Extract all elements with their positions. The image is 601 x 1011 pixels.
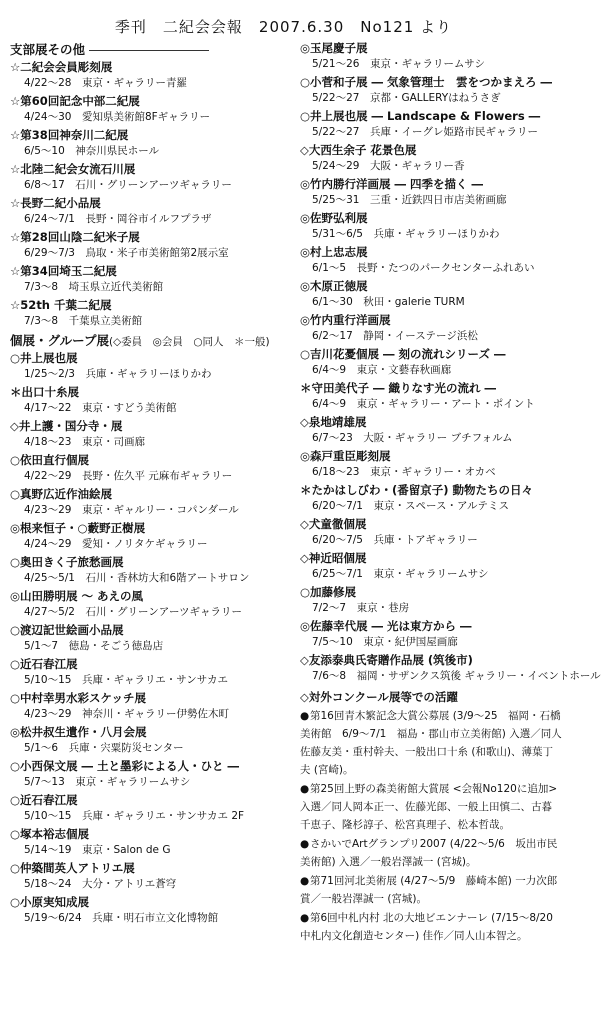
exhibition-title: ○仲築間英人アトリエ展 <box>10 861 135 875</box>
exhibition-title: ◎佐野弘利展 <box>300 211 368 225</box>
contest-text: さかいでArtグランプリ2007 (4/22～5/6 坂出市民美術館) 入選／一般岩澤誠一 (宮城)。 <box>300 838 558 868</box>
exhibition-detail: 6/1～5 長野・たつのパークセンターふれあい <box>312 262 535 274</box>
bullet-icon: ● <box>300 838 310 850</box>
exhibition-detail: 7/2～7 東京・巷房 <box>312 602 410 614</box>
contest-item <box>300 909 562 945</box>
exhibition-detail: 5/18～24 大分・アトリエ蒼穹 <box>24 878 177 890</box>
exhibition-title: ＊たかはしびわ・(番留京子) 動物たちの日々 <box>300 483 534 497</box>
exhibition-title: ○奥田きく子旅愁画展 <box>10 555 124 569</box>
exhibition-title: ◎村上忠志展 <box>300 245 368 259</box>
exhibition-title: ＊出口十糸展 <box>10 385 79 399</box>
exhibition-detail: 4/24～30 愛知県美術館8Fギャラリー <box>24 111 211 123</box>
exhibition-title: ◎竹内重行洋画展 <box>300 313 391 327</box>
exhibition-detail: 6/1～30 秋田・galerie TURM <box>312 296 465 308</box>
exhibition-title: ◎竹内勝行洋画展 ― 四季を描く ― <box>300 177 484 191</box>
exhibition-title: ☆長野二紀小品展 <box>10 196 101 210</box>
bullet-icon: ● <box>300 710 310 722</box>
exhibition-detail: 6/2～17 静岡・イーステージ浜松 <box>312 330 478 342</box>
contest-item <box>300 872 562 908</box>
exhibition-detail: 4/18～23 東京・司画廊 <box>24 436 145 448</box>
exhibition-title: ◇犬童徹個展 <box>300 517 367 531</box>
exhibition-detail: 4/22～29 長野・佐久平 元麻布ギャラリー <box>24 470 233 482</box>
exhibition-title: ◇泉地靖雄展 <box>300 415 367 429</box>
contest-heading: ◇対外コンクール展等での活躍 <box>300 690 458 704</box>
exhibition-detail: 7/6～8 福岡・サザンクス筑後 ギャラリー・イベントホール <box>312 670 601 682</box>
exhibition-detail: 6/5～10 神奈川県民ホール <box>24 145 160 157</box>
exhibition-detail: 6/25～7/1 東京・ギャラリームサシ <box>312 568 489 580</box>
contest-list <box>300 707 562 945</box>
exhibition-detail: 5/22～27 兵庫・イーグレ姫路市民ギャラリー <box>312 126 538 138</box>
exhibition-title: ○井上展也展 <box>10 351 78 365</box>
exhibition-detail: 4/24～29 愛知・ノリタケギャラリー <box>24 538 208 550</box>
contest-item <box>300 780 562 834</box>
left-column <box>10 40 285 928</box>
exhibition-title: ○吉川花憂個展 ― 刻の流れシリーズ ― <box>300 347 506 361</box>
exhibition-title: ◇神近昭個展 <box>300 551 367 565</box>
contest-text: 第6回中札内村 北の大地ビエンナーレ (7/15～8/20 中札内文化創造センター) 佳作／同人山本智之。 <box>300 912 564 942</box>
exhibition-detail: 5/14～19 東京・Salon de G <box>24 844 171 856</box>
exhibition-title: ☆第28回山陰二紀米子展 <box>10 230 140 244</box>
exhibition-detail: 4/27～5/2 石川・グリーンアーツギャラリー <box>24 606 243 618</box>
exhibition-title: ○井上展也展 ― Landscape & Flowers ― <box>300 109 541 123</box>
exhibition-detail: 7/3～8 埼玉県立近代美術館 <box>24 281 164 293</box>
exhibition-title: ☆二紀会会員彫刻展 <box>10 60 113 74</box>
exhibition-title: ○小原実知成展 <box>10 895 90 909</box>
exhibition-detail: 5/21～26 東京・ギャラリームサシ <box>312 58 486 70</box>
bullet-icon: ● <box>300 783 310 795</box>
exhibition-detail: 5/25～31 三重・近鉄四日市店美術画廊 <box>312 194 507 206</box>
branch-exhibition-list <box>10 59 285 331</box>
exhibition-title: ○近石春江展 <box>10 657 78 671</box>
membership-legend: (◇委員 ◎会員 ○同人 ＊一般) <box>109 336 270 348</box>
contest-item <box>300 835 562 871</box>
exhibition-title: ○小菅和子展 ― 気象管理士 雲をつかまえろ ― <box>300 75 553 89</box>
exhibition-detail: 5/19～6/24 兵庫・明石市立文化博物館 <box>24 912 219 924</box>
exhibition-title: ○塚本裕志個展 <box>10 827 90 841</box>
exhibition-title: ○加藤修展 <box>300 585 357 599</box>
exhibition-title: ☆52th 千葉二紀展 <box>10 298 112 312</box>
bullet-icon: ● <box>300 875 310 887</box>
section-heading-branch: 支部展その他 <box>10 40 285 59</box>
exhibition-title: ○近石春江展 <box>10 793 78 807</box>
section-heading-solo-group: 個展・グループ展(◇委員 ◎会員 ○同人 ＊一般) <box>10 333 270 348</box>
bullet-icon: ● <box>300 912 310 924</box>
exhibition-title: ☆第38回神奈川二紀展 <box>10 128 129 142</box>
contest-text: 第16回青木繁記念大賞公募展 (3/9～25 福岡・石橋美術館 6/9～7/1 福島・郡山市立美術館) 入選／同人佐藤友美・重村幹夫、一般出口十糸 (和歌山)、薄葉丁夫 (宮崎)。 <box>300 710 562 776</box>
exhibition-title: ○小西保文展 ― 土と墨彩による人・ひと ― <box>10 759 240 773</box>
exhibition-detail: 5/7～13 東京・ギャラリームサシ <box>24 776 191 788</box>
exhibition-detail: 6/4～9 東京・文藝春秋画廊 <box>312 364 452 376</box>
exhibition-detail: 5/31～6/5 兵庫・ギャラリーほりかわ <box>312 228 500 240</box>
exhibition-title: ◎根来恒子・○藪野正樹展 <box>10 521 146 535</box>
exhibition-detail: 4/23～29 東京・ギャルリー・コパンダール <box>24 504 239 516</box>
exhibition-title: ☆第34回埼玉二紀展 <box>10 264 117 278</box>
contest-item <box>300 707 562 779</box>
exhibition-detail: 5/1～7 徳島・そごう徳島店 <box>24 640 164 652</box>
solo-group-exhibition-list <box>10 350 285 928</box>
exhibition-title: ◎山田勝明展 ～ あえの風 <box>10 589 144 603</box>
exhibition-title: ○渡辺記世絵画小品展 <box>10 623 124 637</box>
exhibition-detail: 6/8～17 石川・グリーンアーツギャラリー <box>24 179 232 191</box>
exhibition-detail: 1/25～2/3 兵庫・ギャラリーほりかわ <box>24 368 212 380</box>
exhibition-detail: 4/25～5/1 石川・香林坊大和6階アートサロン <box>24 572 250 584</box>
heading-rule <box>89 50 209 51</box>
exhibition-detail: 4/23～29 神奈川・ギャラリー伊勢佐木町 <box>24 708 229 720</box>
contest-text: 第71回河北美術展 (4/27～5/9 藤崎本館) 一力次郎賞／一般岩澤誠一 (宮城)。 <box>300 875 558 905</box>
exhibition-title: ☆第60回記念中部二紀展 <box>10 94 140 108</box>
exhibition-detail: 5/22～27 京都・GALLERYはねうさぎ <box>312 92 501 104</box>
exhibition-detail: 6/29～7/3 鳥取・米子市美術館第2展示室 <box>24 247 229 259</box>
exhibition-detail: 5/10～15 兵庫・ギャラリエ・サンサカエ 2F <box>24 810 245 822</box>
exhibition-detail: 6/20～7/5 兵庫・トアギャラリー <box>312 534 478 546</box>
exhibition-detail: 6/4～9 東京・ギャラリー・アート・ポイント <box>312 398 535 410</box>
exhibition-title: ◇井上護・国分寺・展 <box>10 419 123 433</box>
exhibition-detail: 6/24～7/1 長野・岡谷市イルフプラザ <box>24 213 212 225</box>
contest-text: 第25回上野の森美術館大賞展 <会報No120に追加> 入選／同人岡本正一、佐藤光郎、一般上田慎二、古暮千恵子、隆杉諄子、松宮真理子、松本哲哉。 <box>300 783 558 831</box>
exhibition-list-continued <box>300 40 601 686</box>
exhibition-detail: 6/20～7/1 東京・スペース・アルテミス <box>312 500 510 512</box>
exhibition-detail: 5/1～6 兵庫・宍粟防災センター <box>24 742 184 754</box>
exhibition-title: ◎佐藤幸代展 ― 光は東方から ― <box>300 619 472 633</box>
exhibition-title: ◎松井叔生遺作・八月会展 <box>10 725 147 739</box>
exhibition-detail: 5/10～15 兵庫・ギャラリエ・サンサカエ <box>24 674 228 686</box>
exhibition-title: ○中村幸男水彩スケッチ展 <box>10 691 146 705</box>
exhibition-title: ＊守田美代子 ― 織りなす光の流れ ― <box>300 381 497 395</box>
exhibition-detail: 7/5～10 東京・紀伊国屋画廊 <box>312 636 458 648</box>
page-title: 季刊 二紀会会報 2007.6.30 No121 より <box>114 18 453 36</box>
exhibition-detail: 4/17～22 東京・すどう美術館 <box>24 402 177 414</box>
exhibition-detail: 6/18～23 東京・ギャラリー・オカベ <box>312 466 496 478</box>
exhibition-detail: 4/22～28 東京・ギャラリー青羅 <box>24 77 187 89</box>
exhibition-title: ◇大西生余子 花景色展 <box>300 143 417 157</box>
exhibition-title: ☆北陸二紀会女流石川展 <box>10 162 136 176</box>
exhibition-title: ◇友添泰典氏寄贈作品展 (筑後市) <box>300 653 473 667</box>
exhibition-title: ○真野広近作油絵展 <box>10 487 113 501</box>
exhibition-title: ◎玉尾慶子展 <box>300 41 368 55</box>
exhibition-detail: 7/3～8 千葉県立美術館 <box>24 315 143 327</box>
exhibition-detail: 6/7～23 大阪・ギャラリー ブチフォルム <box>312 432 513 444</box>
exhibition-title: ○依田直行個展 <box>10 453 90 467</box>
exhibition-title: ◎森戸重臣彫刻展 <box>300 449 391 463</box>
exhibition-detail: 5/24～29 大阪・ギャラリー香 <box>312 160 465 172</box>
right-column <box>300 40 601 946</box>
exhibition-title: ◎木原正徳展 <box>300 279 368 293</box>
